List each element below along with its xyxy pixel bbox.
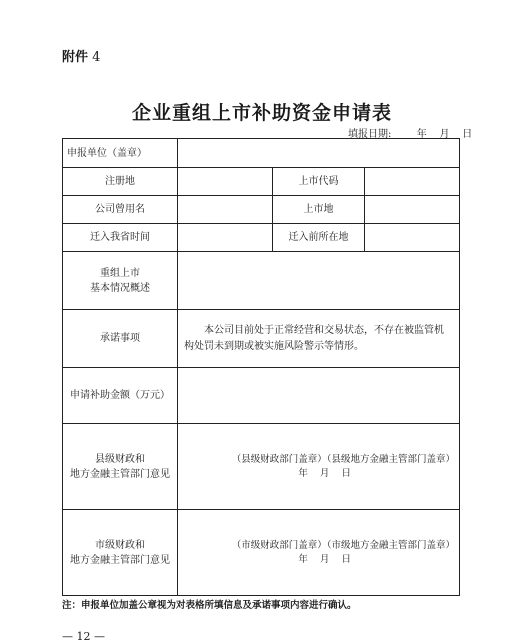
city-opinion-label: [63, 510, 178, 596]
promise-text: 本公司目前处于正常经营和交易状态，不存在被监管机构处罚未到期或被实施风险警示等情形。: [184, 324, 444, 352]
county-date-line: 年 月 日: [298, 467, 351, 479]
county-label-line-1: 县级财政和: [95, 453, 145, 465]
city-opinion-field[interactable]: [178, 510, 460, 596]
fill-date: 填报日期: 年 月 日: [348, 129, 473, 140]
amount-field[interactable]: [178, 368, 460, 424]
former-name-field[interactable]: [178, 196, 273, 224]
stock-code-field[interactable]: [365, 168, 460, 196]
attachment-label: [62, 46, 100, 65]
city-date-line: 年 月 日: [298, 553, 351, 565]
amount-label: 申请补助金额（万元）: [63, 368, 178, 424]
overview-label: [63, 252, 178, 310]
county-opinion-field[interactable]: [178, 424, 460, 510]
form-title: 企业重组上市补助资金申请表: [131, 102, 392, 124]
reg-place-label: 注册地: [63, 168, 178, 196]
page-number: — 12 —: [62, 630, 105, 643]
county-stamp-line: （县级财政部门盖章）（县级地方金融主管部门盖章）: [231, 453, 455, 465]
move-in-time-label: 迁入我省时间: [63, 224, 178, 252]
overview-field[interactable]: [178, 252, 460, 310]
attachment-number: 4: [92, 50, 101, 65]
move-in-time-field[interactable]: [178, 224, 273, 252]
county-label-line-2: 地方金融主管部门意见: [70, 468, 170, 480]
city-label-line-1: 市级财政和: [95, 539, 145, 551]
county-opinion-label: [63, 424, 178, 510]
overview-label-line-2: 基本情况概述: [90, 282, 150, 294]
reg-place-field[interactable]: [178, 168, 273, 196]
city-stamp-line: （市级财政部门盖章）（市级地方金融主管部门盖章）: [231, 539, 455, 551]
application-form: [62, 138, 460, 596]
listing-place-field[interactable]: [365, 196, 460, 224]
stock-code-label: 上市代码: [273, 168, 365, 196]
applicant-field[interactable]: [178, 139, 460, 168]
promise-cell: [178, 310, 460, 368]
promise-label: 承诺事项: [63, 310, 178, 368]
listing-place-label: 上市地: [273, 196, 365, 224]
applicant-label: 申报单位（盖章）: [63, 139, 178, 168]
prev-location-field[interactable]: [365, 224, 460, 252]
city-label-line-2: 地方金融主管部门意见: [70, 554, 170, 566]
attachment-word: 附件: [62, 50, 89, 65]
footnote: 注：申报单位加盖公章视为对表格所填信息及承诺事项内容进行确认。: [62, 600, 357, 611]
overview-label-line-1: 重组上市: [100, 267, 140, 279]
former-name-label: 公司曾用名: [63, 196, 178, 224]
prev-location-label: 迁入前所在地: [273, 224, 365, 252]
